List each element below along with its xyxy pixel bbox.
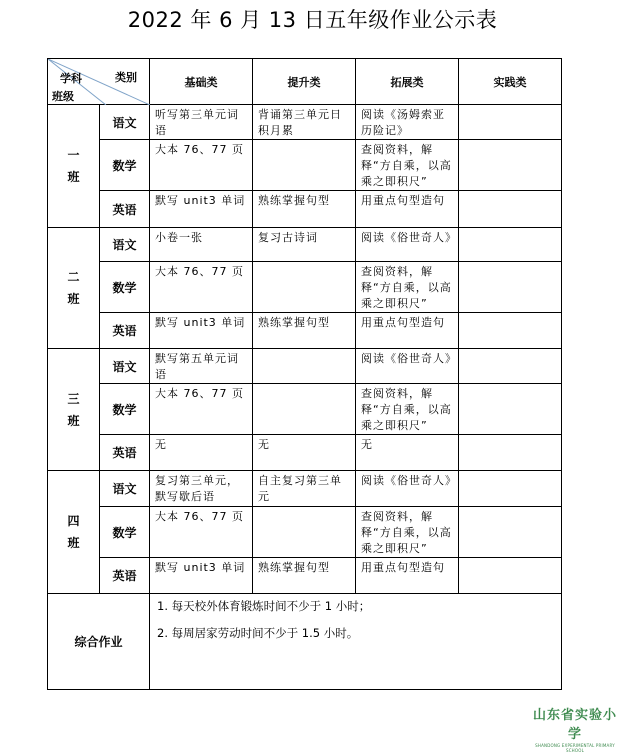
table-row — [48, 384, 562, 435]
table-row — [48, 558, 562, 594]
subject-label: 数学 — [100, 140, 150, 191]
table-cell — [253, 507, 356, 558]
class-label: 二 班 — [48, 228, 100, 349]
school-logo-text: 山东省实验小学 — [532, 708, 617, 742]
table-cell: 无 — [253, 435, 356, 471]
table-cell: 自主复习第三单元 — [253, 471, 356, 507]
table-cell: 阅读《俗世奇人》 — [356, 471, 459, 507]
class-label: 四 班 — [48, 471, 100, 594]
table-cell — [459, 191, 562, 228]
table-cell — [459, 349, 562, 384]
table-cell: 熟练掌握句型 — [253, 313, 356, 349]
table-cell: 熟练掌握句型 — [253, 558, 356, 594]
subject-label: 语文 — [100, 349, 150, 384]
table-cell: 用重点句型造句 — [356, 191, 459, 228]
table-cell — [253, 262, 356, 313]
column-header-advanced: 提升类 — [253, 59, 356, 105]
table-cell: 查阅资料，解释“方自乘，以高乘之即积尺” — [356, 140, 459, 191]
subject-label: 英语 — [100, 435, 150, 471]
corner-category-label: 类别 — [115, 71, 137, 84]
table-row — [48, 435, 562, 471]
table-cell: 背诵第三单元日积月累 — [253, 105, 356, 140]
table-cell: 用重点句型造句 — [356, 558, 459, 594]
table-cell: 默写第五单元词语 — [150, 349, 253, 384]
table-row — [48, 191, 562, 228]
subject-label: 英语 — [100, 558, 150, 594]
table-row — [48, 471, 562, 507]
corner-class-label: 班级 — [52, 90, 74, 103]
table-cell: 大本 76、77 页 — [150, 507, 253, 558]
table-cell — [459, 262, 562, 313]
table-cell — [459, 384, 562, 435]
table-cell: 大本 76、77 页 — [150, 140, 253, 191]
general-label: 综合作业 — [48, 594, 150, 690]
school-logo-subtext: SHANDONG EXPERIMENTAL PRIMARY SCHOOL — [535, 743, 615, 753]
page-title: 2022 年 6 月 13 日五年级作业公示表 — [127, 8, 498, 32]
table-cell: 熟练掌握句型 — [253, 191, 356, 228]
table-cell — [459, 471, 562, 507]
school-logo — [529, 704, 621, 753]
corner-cell — [48, 59, 150, 105]
table-cell — [459, 228, 562, 262]
header-row — [48, 59, 562, 105]
corner-subject-label: 学科 — [60, 72, 82, 85]
table-cell: 大本 76、77 页 — [150, 262, 253, 313]
column-header-practice: 实践类 — [459, 59, 562, 105]
table-cell — [459, 507, 562, 558]
class-label: 三 班 — [48, 349, 100, 471]
subject-label: 数学 — [100, 384, 150, 435]
subject-label: 语文 — [100, 105, 150, 140]
table-cell: 小卷一张 — [150, 228, 253, 262]
table-row — [48, 349, 562, 384]
table-row — [48, 140, 562, 191]
table-row — [48, 228, 562, 262]
table-cell — [459, 313, 562, 349]
table-cell: 默写 unit3 单词 — [150, 313, 253, 349]
table-cell: 大本 76、77 页 — [150, 384, 253, 435]
table-cell — [459, 435, 562, 471]
table-cell — [459, 105, 562, 140]
class-label: 一 班 — [48, 105, 100, 228]
table-cell — [253, 140, 356, 191]
table-cell: 默写 unit3 单词 — [150, 191, 253, 228]
subject-label: 数学 — [100, 262, 150, 313]
table-cell: 无 — [150, 435, 253, 471]
subject-label: 语文 — [100, 228, 150, 262]
table-cell: 复习古诗词 — [253, 228, 356, 262]
column-header-extended: 拓展类 — [356, 59, 459, 105]
table-cell — [253, 349, 356, 384]
table-row — [48, 262, 562, 313]
table-cell: 听写第三单元词语 — [150, 105, 253, 140]
table-cell: 无 — [356, 435, 459, 471]
table-row — [48, 105, 562, 140]
table-cell — [459, 140, 562, 191]
table-cell: 默写 unit3 单词 — [150, 558, 253, 594]
general-row — [48, 594, 562, 690]
general-item: 2. 每周居家劳动时间不少于 1.5 小时。 — [157, 626, 359, 640]
table-cell: 查阅资料，解释“方自乘，以高乘之即积尺” — [356, 384, 459, 435]
table-row — [48, 507, 562, 558]
table-cell — [253, 384, 356, 435]
table-cell: 查阅资料，解释“方自乘，以高乘之即积尺” — [356, 262, 459, 313]
subject-label: 英语 — [100, 191, 150, 228]
table-row — [48, 313, 562, 349]
table-cell: 用重点句型造句 — [356, 313, 459, 349]
homework-table — [47, 58, 562, 690]
table-cell: 阅读《俗世奇人》 — [356, 349, 459, 384]
general-items — [150, 594, 562, 690]
table-cell: 查阅资料，解释“方自乘，以高乘之即积尺” — [356, 507, 459, 558]
subject-label: 英语 — [100, 313, 150, 349]
table-cell: 阅读《俗世奇人》 — [356, 228, 459, 262]
general-item: 1. 每天校外体育锻炼时间不少于 1 小时； — [157, 599, 371, 613]
table-cell: 复习第三单元，默写歇后语 — [150, 471, 253, 507]
subject-label: 语文 — [100, 471, 150, 507]
column-header-basic: 基础类 — [150, 59, 253, 105]
subject-label: 数学 — [100, 507, 150, 558]
table-cell — [459, 558, 562, 594]
table-cell: 阅读《汤姆索亚历险记》 — [356, 105, 459, 140]
